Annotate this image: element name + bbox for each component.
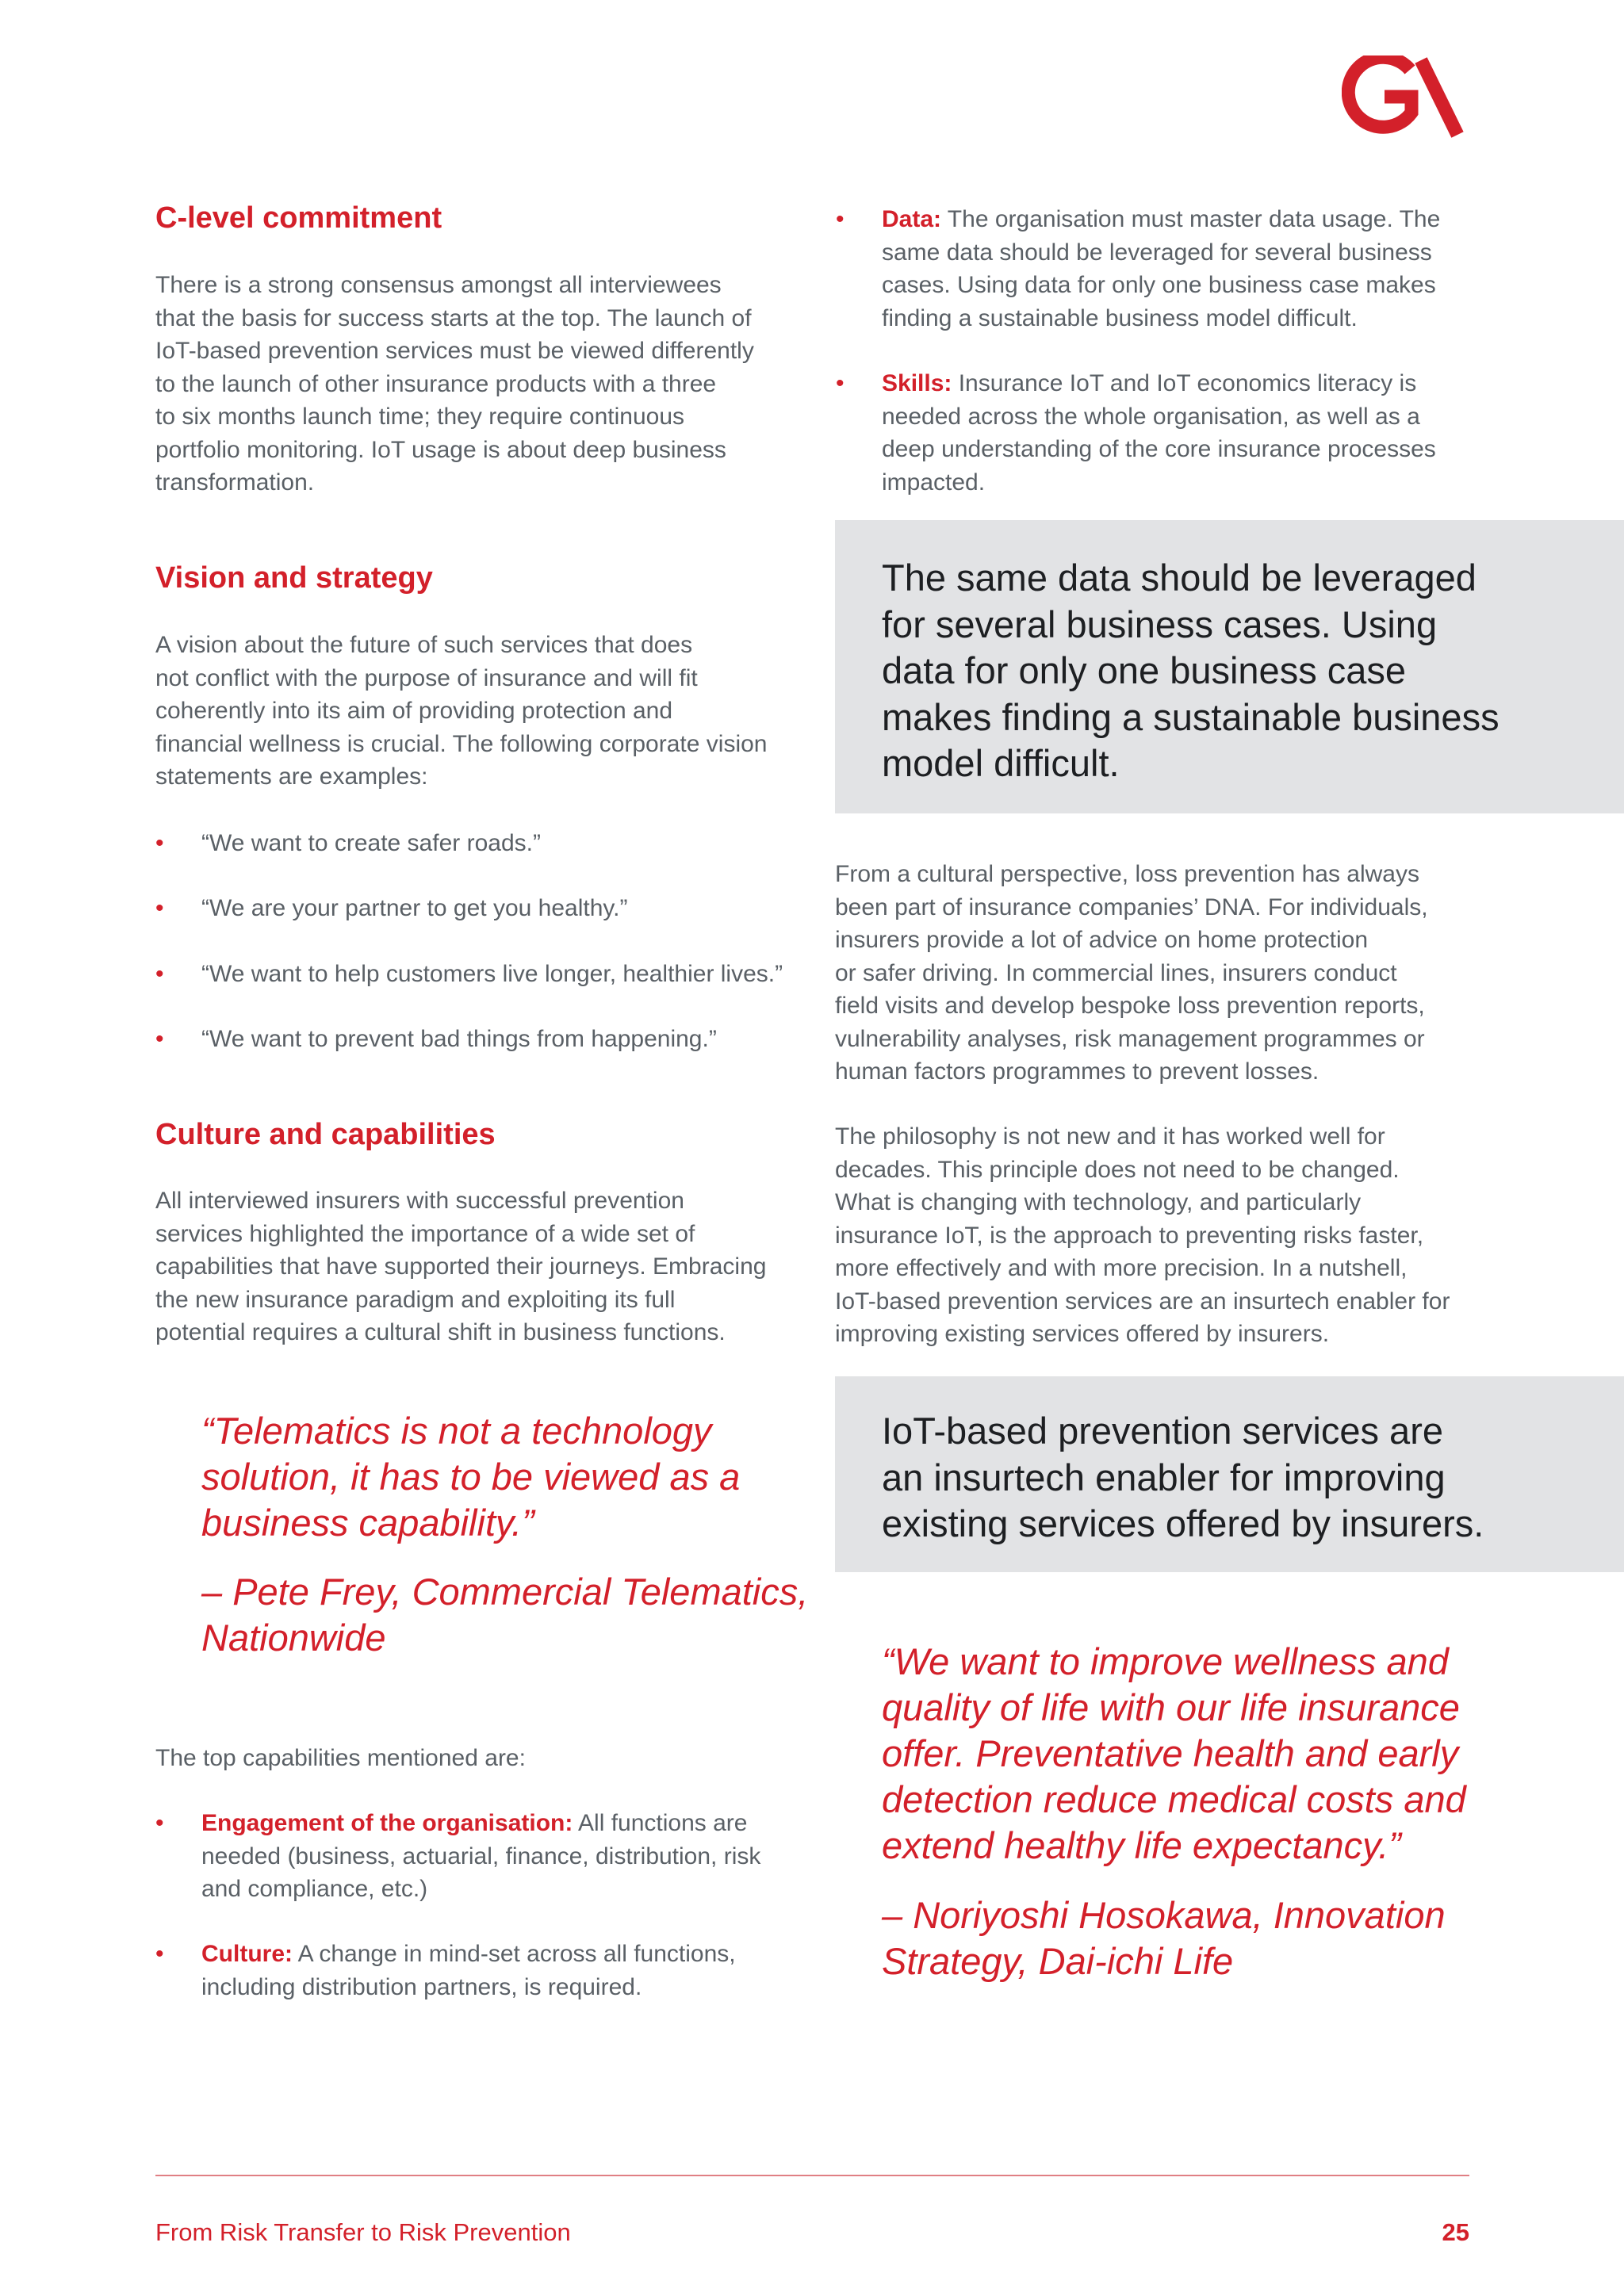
quote-attribution: – Pete Frey, Commercial Telematics, Nationwide: [201, 1571, 809, 1659]
vision-bullet: • “We want to help customers live longer, healthier lives.”: [201, 958, 783, 991]
pull-quote-dai-ichi: “We want to improve wellness and quality of life with our life insurance offer. Preventative health and early detection reduce medical costs and extend healthy life expectancy.”: [882, 1640, 1466, 1866]
section-paragraph-vision: A vision about the future of such services that does not conflict with the purpose of insurance and will fit coherently into its aim of providing protection and financial wellness is crucial. The following corporate vision statements are examples:: [155, 632, 768, 790]
paragraph-cultural-perspective: From a cultural perspective, loss prevention has always been part of insurance companies’ DNA. For individuals, insurers provide a lot of advice on home protection or safer driving. In commercial lines, insurers conduct field visits and develop bespoke loss prevention reports, vulnerability analyses, risk management programmes or human factors programmes to prevent losses.: [835, 861, 1428, 1085]
bullet-dot: •: [155, 830, 164, 856]
quote-attribution: – Noriyoshi Hosokawa, Innovation Strategy, Dai-ichi Life: [882, 1894, 1446, 1982]
capability-bullet: • Engagement of the organisation: All functions are needed (business, actuarial, finance, distribution, risk and compliance, etc.): [201, 1807, 760, 1906]
section-heading-vision: Vision and strategy: [155, 561, 433, 595]
bullet-dot: •: [155, 1026, 164, 1052]
section-heading-culture: Culture and capabilities: [155, 1118, 496, 1151]
bullet-dot: •: [155, 961, 164, 987]
bullet-dot: •: [836, 206, 845, 232]
section-paragraph-c-level: There is a strong consensus amongst all interviewees that the basis for success starts at the top. The launch of IoT-based prevention services must be viewed differently to the launch of other insurance products with a three to six months launch time; they require continuous portfolio monitoring. IoT usage is about deep business transformation.: [155, 272, 754, 496]
section-heading-c-level: C-level commitment: [155, 201, 442, 235]
page-number: 25: [1442, 2218, 1469, 2246]
footer-divider: [155, 2175, 1469, 2176]
callout-text: IoT-based prevention services are an insurtech enabler for improving existing services offered by insurers.: [882, 1410, 1484, 1544]
bullet-dot: •: [155, 1810, 164, 1836]
paragraph-philosophy: The philosophy is not new and it has worked well for decades. This principle does not need to be changed. What is changing with technology, and particularly insurance IoT, is the approach to preventing risks faster, more effectively and with more precision. In a nutshell, IoT-based prevention services are an insurtech enabler for improving existing services offered by insurers.: [835, 1123, 1450, 1347]
requirement-bullet: • Skills: Insurance IoT and IoT economics literacy is needed across the whole organisation, as well as a deep understanding of the core insurance processes impacted.: [882, 367, 1436, 499]
pull-quote-telematics: “Telematics is not a technology solution, it has to be viewed as a business capability.”: [201, 1410, 741, 1544]
capability-bullet: • Culture: A change in mind-set across all functions, including distribution partners, is required.: [201, 1938, 736, 2003]
bullet-dot: •: [836, 370, 845, 396]
capabilities-intro: The top capabilities mentioned are:: [155, 1745, 526, 1771]
bullet-dot: •: [155, 1941, 164, 1967]
callout-box-data: [835, 520, 1624, 813]
vision-bullet: • “We want to create safer roads.”: [201, 827, 541, 860]
bullet-dot: •: [155, 895, 164, 921]
vision-bullet: • “We want to prevent bad things from happening.”: [201, 1023, 717, 1056]
vision-bullet: • “We are your partner to get you healthy.”: [201, 892, 628, 925]
ga-logo: [1342, 55, 1470, 140]
callout-box-iot: [835, 1376, 1624, 1572]
section-paragraph-culture: All interviewed insurers with successful prevention services highlighted the importance of a wide set of capabilities that have supported their journeys. Embracing the new insurance paradigm and exploiting its full potential requires a cultural shift in business functions.: [155, 1188, 767, 1345]
footer-document-title: From Risk Transfer to Risk Prevention: [155, 2218, 571, 2246]
requirement-bullet: • Data: The organisation must master data usage. The same data should be leveraged for several business cases. Using data for only one business case makes finding a sustainable business model difficult.: [882, 203, 1440, 335]
callout-text: The same data should be leveraged for several business cases. Using data for only one business case makes finding a sustainable business model difficult.: [882, 557, 1500, 784]
